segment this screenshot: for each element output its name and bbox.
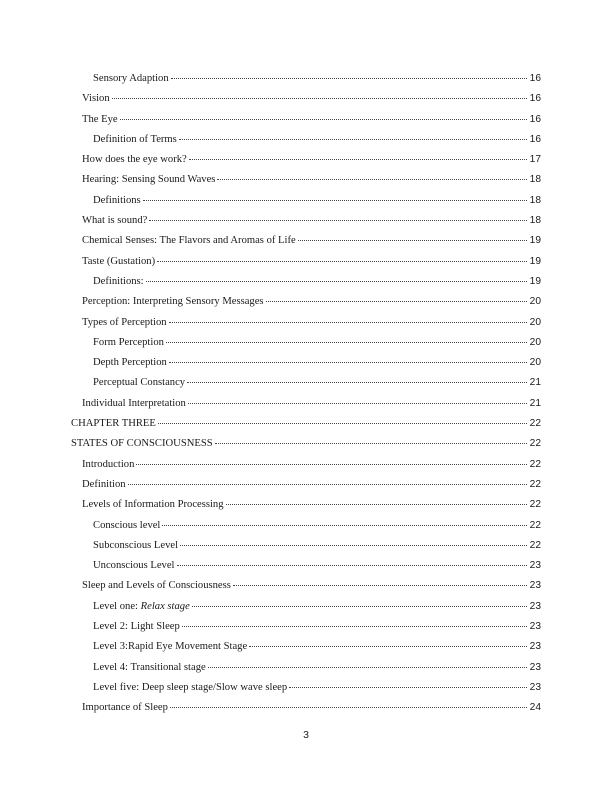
toc-entry-page: 22 [529, 499, 541, 511]
dot-leader [169, 310, 527, 323]
toc-entry-page: 16 [529, 113, 541, 125]
dot-leader [166, 330, 527, 343]
toc-entry-page: 20 [529, 316, 541, 328]
toc-entry-title: Types of Perception [82, 316, 167, 328]
toc-entry-perceptual-constancy[interactable] [71, 372, 541, 392]
toc-entry-definition-of-terms[interactable] [71, 129, 541, 149]
toc-entry-level-2[interactable] [71, 616, 541, 636]
toc-entry-page: 23 [529, 641, 541, 653]
toc-entry-unconscious-level[interactable] [71, 555, 541, 575]
dot-leader [188, 391, 527, 404]
toc-entry-chemical-senses[interactable] [71, 230, 541, 250]
toc-entry-title: Level 4: Transitional stage [93, 661, 206, 673]
dot-leader [128, 472, 527, 485]
toc-entry-level-3[interactable] [71, 636, 541, 656]
toc-entry-taste[interactable] [71, 251, 541, 271]
toc-entry-title: Levels of Information Processing [82, 499, 224, 511]
dot-leader [182, 614, 527, 627]
toc-entry-page: 18 [529, 215, 541, 227]
toc-entry-title: Unconscious Level [93, 560, 175, 572]
toc-entry-page: 23 [529, 580, 541, 592]
toc-entry-depth-perception[interactable] [71, 352, 541, 372]
toc-entry-title: Conscious level [93, 519, 161, 531]
toc-entry-title: Chemical Senses: The Flavors and Aromas of Life [82, 235, 296, 247]
dot-leader [298, 228, 527, 241]
dot-leader [215, 431, 527, 444]
toc-entry-page: 21 [529, 377, 541, 389]
toc-entry-page: 16 [529, 73, 541, 84]
dot-leader [266, 289, 527, 302]
toc-entry-page: 21 [529, 397, 541, 409]
toc-entry-title: Definitions: [93, 275, 144, 287]
toc-entry-page: 19 [529, 235, 541, 247]
toc-entry-what-is-sound[interactable] [71, 210, 541, 230]
dot-leader [177, 553, 528, 566]
toc-entry-sleep-and-levels[interactable] [71, 575, 541, 595]
toc-entry-states-of-consciousness[interactable] [71, 433, 541, 453]
toc-entry-individual-interpretation[interactable] [71, 393, 541, 413]
dot-leader [249, 634, 527, 647]
toc-entry-title: Individual Interpretation [82, 397, 186, 409]
table-of-contents [71, 68, 541, 718]
toc-entry-page: 20 [529, 296, 541, 308]
dot-leader [170, 695, 527, 708]
toc-entry-page: 23 [529, 600, 541, 612]
toc-entry-title: Definitions [93, 194, 141, 206]
dot-leader [158, 411, 527, 424]
toc-entry-title: Importance of Sleep [82, 702, 168, 714]
dot-leader [169, 350, 527, 363]
toc-entry-title: STATES OF CONSCIOUSNESS [71, 438, 213, 450]
toc-entry-title: Definition of Terms [93, 133, 177, 145]
toc-entry-title: Subconscious Level [93, 539, 179, 551]
toc-entry-subconscious-level[interactable] [71, 535, 541, 555]
toc-entry-page: 24 [529, 702, 541, 714]
toc-entry-types-of-perception[interactable] [71, 312, 541, 332]
toc-entry-page: 23 [529, 661, 541, 673]
toc-entry-title: Vision [82, 93, 110, 105]
dot-leader [180, 533, 527, 546]
dot-leader [187, 370, 527, 383]
toc-entry-title: Introduction [82, 458, 135, 470]
toc-entry-importance-of-sleep[interactable] [71, 697, 541, 717]
toc-entry-title: Depth Perception [93, 357, 167, 369]
toc-entry-definitions-hearing[interactable] [71, 190, 541, 210]
toc-entry-title-italic: Relax stage [140, 600, 190, 612]
toc-entry-page: 22 [529, 478, 541, 490]
toc-entry-the-eye[interactable] [71, 109, 541, 129]
toc-entry-how-does-the-eye-work[interactable] [71, 149, 541, 169]
toc-entry-perception[interactable] [71, 291, 541, 311]
toc-entry-page: 19 [529, 275, 541, 287]
toc-entry-title: How does the eye work? [82, 154, 187, 166]
dot-leader [171, 66, 527, 79]
toc-entry-title: Sleep and Levels of Consciousness [82, 580, 231, 592]
toc-entry-definition[interactable] [71, 474, 541, 494]
toc-entry-page: 20 [529, 357, 541, 369]
dot-leader [143, 188, 527, 201]
toc-entry-title: Sensory Adaption [93, 73, 169, 84]
toc-entry-page: 22 [529, 519, 541, 531]
toc-entry-title: Level 3:Rapid Eye Movement Stage [93, 641, 248, 653]
dot-leader [146, 269, 527, 282]
toc-entry-title-prefix: Level one: [93, 600, 141, 612]
toc-entry-title: Hearing: Sensing Sound Waves [82, 174, 216, 186]
dot-leader [226, 492, 527, 505]
toc-entry-page: 22 [529, 418, 541, 430]
toc-entry-page: 22 [529, 438, 541, 450]
dot-leader [208, 655, 527, 668]
toc-entry-title [93, 597, 191, 617]
toc-entry-page: 18 [529, 194, 541, 206]
toc-entry-chapter-three[interactable] [71, 413, 541, 433]
toc-entry-level-4[interactable] [71, 657, 541, 677]
toc-entry-vision[interactable] [71, 88, 541, 108]
dot-leader [289, 675, 527, 688]
toc-entry-title: Definition [82, 478, 126, 490]
dot-leader [192, 594, 527, 607]
toc-entry-introduction[interactable] [71, 454, 541, 474]
toc-entry-conscious-level[interactable] [71, 515, 541, 535]
toc-entry-page: 18 [529, 174, 541, 186]
toc-entry-definitions-taste[interactable] [71, 271, 541, 291]
page-number: 3 [303, 729, 309, 741]
toc-entry-title: Perception: Interpreting Sensory Messages [82, 296, 264, 308]
dot-leader [162, 513, 527, 526]
toc-entry-page: 16 [529, 93, 541, 105]
dot-leader [136, 452, 527, 465]
toc-entry-page: 22 [529, 539, 541, 551]
toc-entry-title: Form Perception [93, 336, 164, 348]
dot-leader [233, 573, 527, 586]
dot-leader [120, 107, 527, 120]
toc-entry-page: 16 [529, 133, 541, 145]
toc-entry-page: 23 [529, 621, 541, 633]
dot-leader [157, 249, 527, 262]
toc-entry-title: Perceptual Constancy [93, 377, 186, 389]
toc-entry-page: 22 [529, 458, 541, 470]
toc-entry-title: Taste (Gustation) [82, 255, 156, 267]
toc-entry-page: 19 [529, 255, 541, 267]
toc-entry-title: Level five: Deep sleep stage/Slow wave sleep [93, 681, 288, 693]
dot-leader [179, 127, 527, 140]
toc-entry-page: 23 [529, 681, 541, 693]
dot-leader [149, 208, 527, 221]
toc-entry-hearing[interactable] [71, 169, 541, 189]
toc-entry-title: The Eye [82, 113, 118, 125]
toc-entry-level-five[interactable] [71, 677, 541, 697]
dot-leader [217, 167, 527, 180]
toc-entry-page: 20 [529, 336, 541, 348]
dot-leader [112, 86, 527, 99]
dot-leader [189, 147, 527, 160]
toc-entry-form-perception[interactable] [71, 332, 541, 352]
toc-entry-title: Level 2: Light Sleep [93, 621, 180, 633]
toc-entry-page: 23 [529, 560, 541, 572]
toc-entry-level-one[interactable] [71, 596, 541, 616]
toc-entry-sensory-adaption[interactable] [71, 68, 541, 88]
toc-entry-title: CHAPTER THREE [71, 418, 156, 430]
toc-entry-levels-of-information-processing[interactable] [71, 494, 541, 514]
toc-entry-page: 17 [529, 154, 541, 166]
toc-entry-title: What is sound? [82, 215, 148, 227]
